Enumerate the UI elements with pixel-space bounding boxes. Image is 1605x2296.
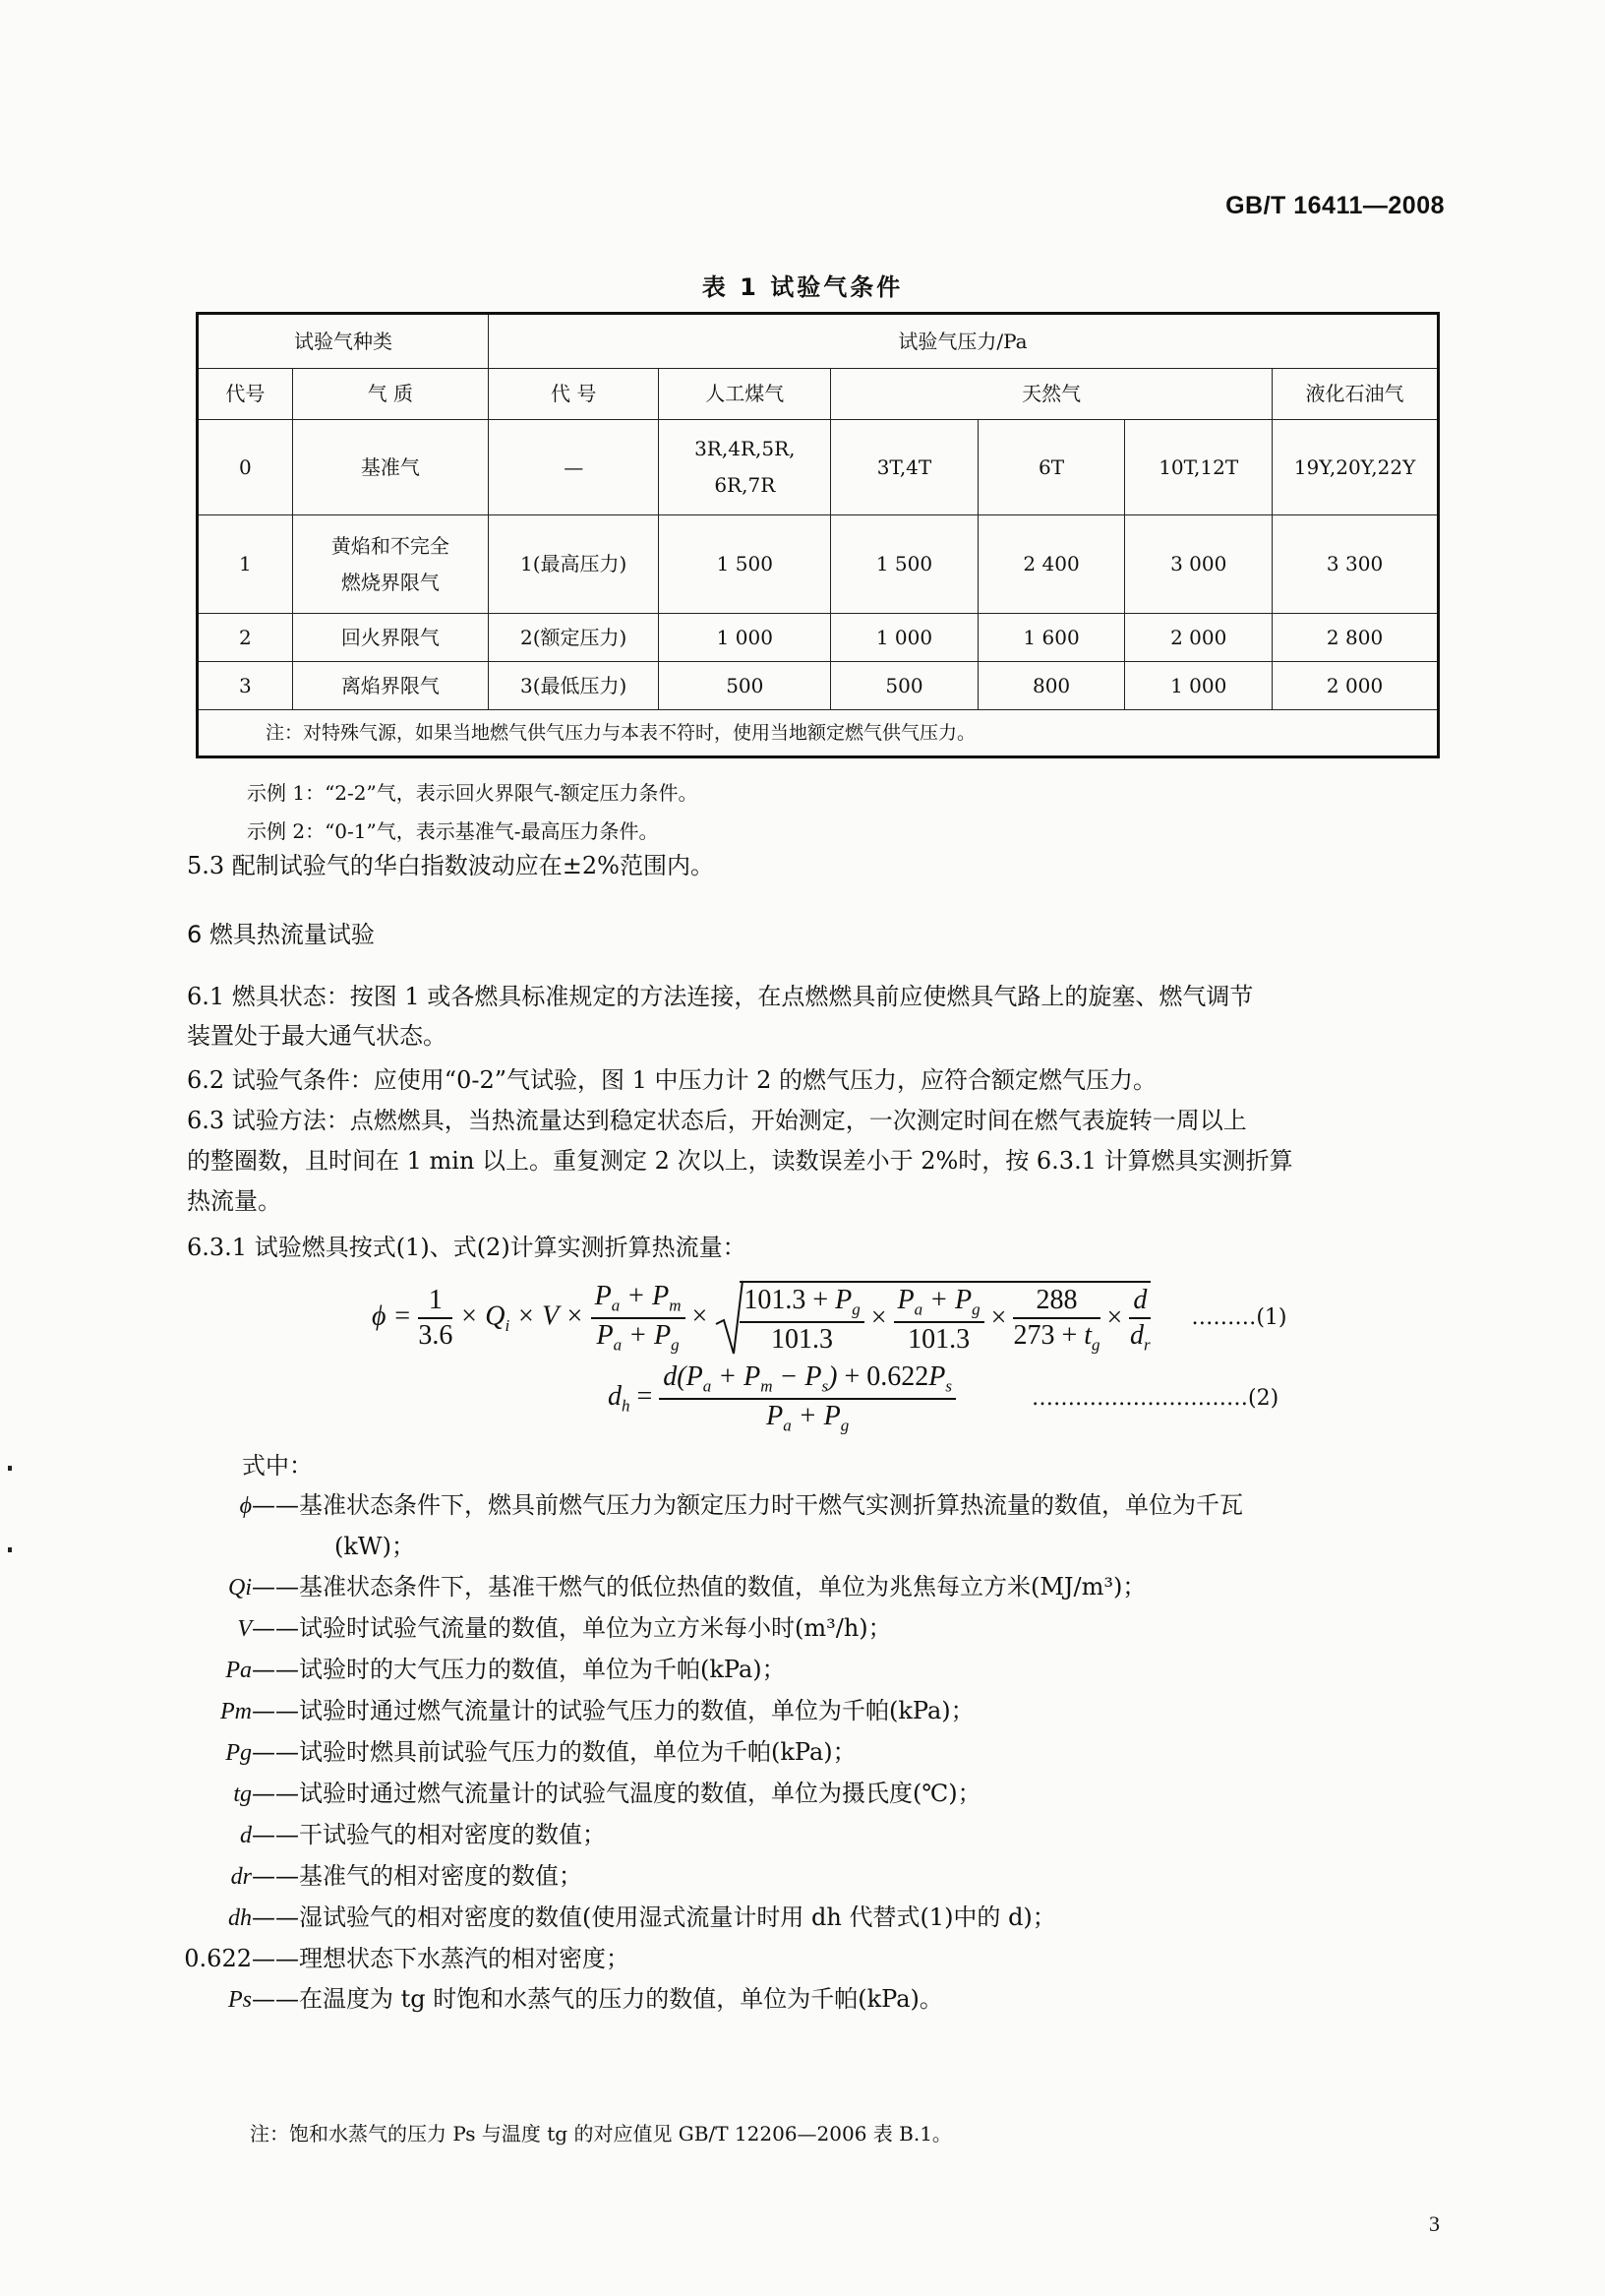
definition-text: ——试验时通过燃气流量计的试验气温度的数值，单位为摄氏度(℃)； [252,1780,981,1807]
definition-text: ——在温度为 tg 时饱和水蒸气的压力的数值，单位为千帕(kPa)。 [252,1985,943,2013]
page-number: 3 [1429,2211,1440,2236]
definition-text: ——理想状态下水蒸汽的相对密度； [252,1945,629,1972]
cell-quality: 回火界限气 [292,614,488,662]
cell-pressure-code: 2(额定压力) [488,614,658,662]
cell-artificial: 500 [659,662,831,710]
formula-1-lhs: ϕ = [372,1300,412,1332]
header-code: 代号 [198,369,293,420]
constant-fraction [418,1285,452,1352]
example-2: 示例 2：“0-1”气，表示基准气-最高压力条件。 [247,819,659,843]
definition-text: ——湿试验气的相对密度的数值(使用湿式流量计时用 dh 代替式(1)中的 d)； [252,1903,1056,1931]
definition-item [159,1856,1438,1898]
test-gas-conditions-table [196,312,1440,758]
header-pressure-code: 代 号 [488,369,658,420]
definition-item [159,1650,1438,1691]
cell-lpg: 3 300 [1273,515,1439,614]
symbol-definitions [159,1485,1438,2021]
cell-artificial [659,420,831,515]
definition-text: ——干试验气的相对密度的数值； [252,1821,606,1848]
clause-6-3-line3: 热流量。 [187,1187,281,1215]
clause-6-1-line2: 装置处于最大通气状态。 [187,1022,446,1050]
pressure-fraction: $\frac{P_a + P_m}{P_a + P_g}$ [591,1281,685,1355]
frac-den: 3.6 [418,1320,453,1351]
definition-text: ——基准状态条件下，燃具前燃气压力为额定压力时干燃气实测折算热流量的数值，单位为千瓦 [252,1491,1243,1519]
cell-code: 3 [198,662,293,710]
definition-text: ——试验时试验气流量的数值，单位为立方米每小时(m³/h)； [252,1614,892,1642]
table-row [198,662,1439,710]
clause-6-1-line1: 6.1 燃具状态：按图 1 或各燃具标准规定的方法连接，在点燃燃具前应使燃具气路上的旋塞、燃气调节 [187,983,1254,1010]
definition-text: ——试验时燃具前试验气压力的数值，单位为千帕(kPa)； [252,1738,857,1766]
header-gas-type: 试验气种类 [198,314,489,369]
definition-symbol: Pg [225,1740,252,1766]
formula-1-qi: × Q [459,1300,505,1332]
cell-code: 0 [198,420,293,515]
definition-symbol: Pm [220,1699,252,1724]
cell-quality-line2: 燃烧界限气 [340,570,440,594]
definition-item [159,1608,1438,1650]
definition-symbol: Qi [228,1575,252,1601]
clause-6-2: 6.2 试验气条件：应使用“0-2”气试验，图 1 中压力计 2 的燃气压力，应符合额定燃气压力。 [187,1066,1158,1094]
header-natural-gas: 天然气 [831,369,1273,420]
header-pressure: 试验气压力/Pa [488,314,1438,369]
cell-artificial: 1 500 [659,515,831,614]
clause-6-3-1: 6.3.1 试验燃具按式(1)、式(2)计算实测折算热流量： [187,1234,746,1261]
formula-2: $d_h$ = $\frac{d(P_a + P_m - P_s) + 0.622P_s}{P_a + P_g}$ …………………………(2) [608,1361,1279,1435]
formula-2-lhs: d [608,1381,622,1413]
scan-mark [8,1547,12,1552]
cell-lpg: 2 000 [1273,662,1439,710]
definition-text: ——试验时的大气压力的数值，单位为千帕(kPa)； [252,1656,786,1683]
definition-text: ——基准气的相对密度的数值； [252,1862,582,1890]
definition-symbol: dr [230,1864,252,1890]
formula-1-v: × V × [516,1300,584,1332]
cell-pressure-code: 1(最高压力) [488,515,658,614]
header-lpg: 液化石油气 [1273,369,1439,420]
cell-code: 1 [198,515,293,614]
cell-natural-1: 3T,4T [831,420,979,515]
definition-symbol: d [240,1823,252,1848]
cell-natural-1: 1 500 [831,515,979,614]
cell-natural-2: 6T [978,420,1125,515]
formula-1-qi-sub: i [505,1316,510,1336]
cell-artificial-line2: 6R,7R [714,473,776,497]
sqrt-content: $\frac{101.3 + P_g}{101.3}$ × $\frac{P_a + P_g}{101.3}$ × $\frac{288}{273 + t_g}$ × $\frac{d}{d_r}$ [740,1281,1151,1356]
header-quality: 气 质 [292,369,488,420]
cell-lpg: 19Y,20Y,22Y [1273,420,1439,515]
cell-pressure-code: — [488,420,658,515]
scan-mark [8,1466,12,1471]
definition-symbol: Pa [225,1658,252,1683]
cell-natural-2: 1 600 [978,614,1125,662]
frac-num: 1 [418,1285,452,1319]
definition-symbol: dh [228,1905,252,1931]
definition-text-continued: (kW)； [334,1533,415,1560]
formula-1: ϕ = $\frac{1}{3.6}$ × $Q_i \times V$ × $\frac{P_a + P_m}{P_a + P_g}$ × $\frac{101.3 + P_g}{101.3}$ × $\frac{P_a + P_g}{101.3}$ × $\frac{288}{273 + t_g}$ × $\frac{d}{d_r}$ ………(1) [372,1279,1286,1358]
clause-5-3: 5.3 配制试验气的华白指数波动应在±2%范围内。 [187,852,714,879]
definition-item [159,1774,1438,1815]
example-1: 示例 1：“2-2”气，表示回火界限气-额定压力条件。 [247,781,698,805]
cell-quality [292,515,488,614]
cell-natural-3: 10T,12T [1125,420,1273,515]
formula-2-number: …………………………(2) [1032,1386,1279,1412]
definition-item [159,1485,1438,1527]
definition-item [159,1939,1438,1979]
table-row [198,515,1439,614]
definition-symbol: 0.622 [184,1945,252,1972]
section-6-heading: 6 燃具热流量试验 [187,921,375,948]
cell-natural-2: 2 400 [978,515,1125,614]
table-note: 注：对特殊气源，如果当地燃气供气压力与本表不符时，使用当地额定燃气供气压力。 [198,710,1439,757]
table-caption: 表 1 试验气条件 [701,273,904,301]
definition-item [159,1898,1438,1939]
where-label: 式中： [242,1452,313,1480]
cell-natural-1: 1 000 [831,614,979,662]
table-row [198,614,1439,662]
definition-item [159,1691,1438,1732]
definition-symbol: tg [233,1782,252,1807]
definition-text: ——试验时通过燃气流量计的试验气压力的数值，单位为千帕(kPa)； [252,1697,975,1724]
clause-6-3-line1: 6.3 试验方法：点燃燃具，当热流量达到稳定状态后，开始测定，一次测定时间在燃气表旋转一周以上 [187,1107,1247,1134]
cell-lpg: 2 800 [1273,614,1439,662]
bottom-note: 注：饱和水蒸气的压力 Ps 与温度 tg 的对应值见 GB/T 12206—2006 表 B.1。 [250,2122,952,2145]
cell-natural-3: 1 000 [1125,662,1273,710]
table-row [198,420,1439,515]
cell-artificial: 1 000 [659,614,831,662]
formula-2-lhs-sub: h [622,1396,630,1416]
cell-pressure-code: 3(最低压力) [488,662,658,710]
definition-item [159,1732,1438,1774]
definition-text: ——基准状态条件下，基准干燃气的低位热值的数值，单位为兆焦每立方米(MJ/m³)； [252,1573,1147,1601]
definition-symbol: V [237,1616,252,1642]
cell-natural-1: 500 [831,662,979,710]
cell-code: 2 [198,614,293,662]
cell-artificial-line1: 3R,4R,5R, [694,437,796,460]
humidity-fraction: $\frac{d(P_a + P_m - P_s) + 0.622P_s}{P_a + P_g}$ [659,1361,956,1435]
cell-natural-3: 2 000 [1125,614,1273,662]
cell-quality-line1: 黄焰和不完全 [330,533,449,558]
header-artificial-gas: 人工煤气 [659,369,831,420]
definition-symbol: ϕ [239,1493,252,1519]
clause-6-3-line2: 的整圈数，且时间在 1 min 以上。重复测定 2 次以上，读数误差小于 2%时，按 6.3.1 计算燃具实测折算 [187,1147,1293,1175]
definition-item [159,1979,1438,2021]
cell-natural-2: 800 [978,662,1125,710]
formula-1-number: ………(1) [1191,1305,1287,1331]
definition-symbol: Ps [228,1987,252,2013]
definition-item [159,1815,1438,1856]
definition-item [159,1567,1438,1608]
cell-natural-3: 3 000 [1125,515,1273,614]
standard-code: GB/T 16411—2008 [1225,192,1445,219]
cell-quality: 离焰界限气 [292,662,488,710]
cell-quality: 基准气 [292,420,488,515]
